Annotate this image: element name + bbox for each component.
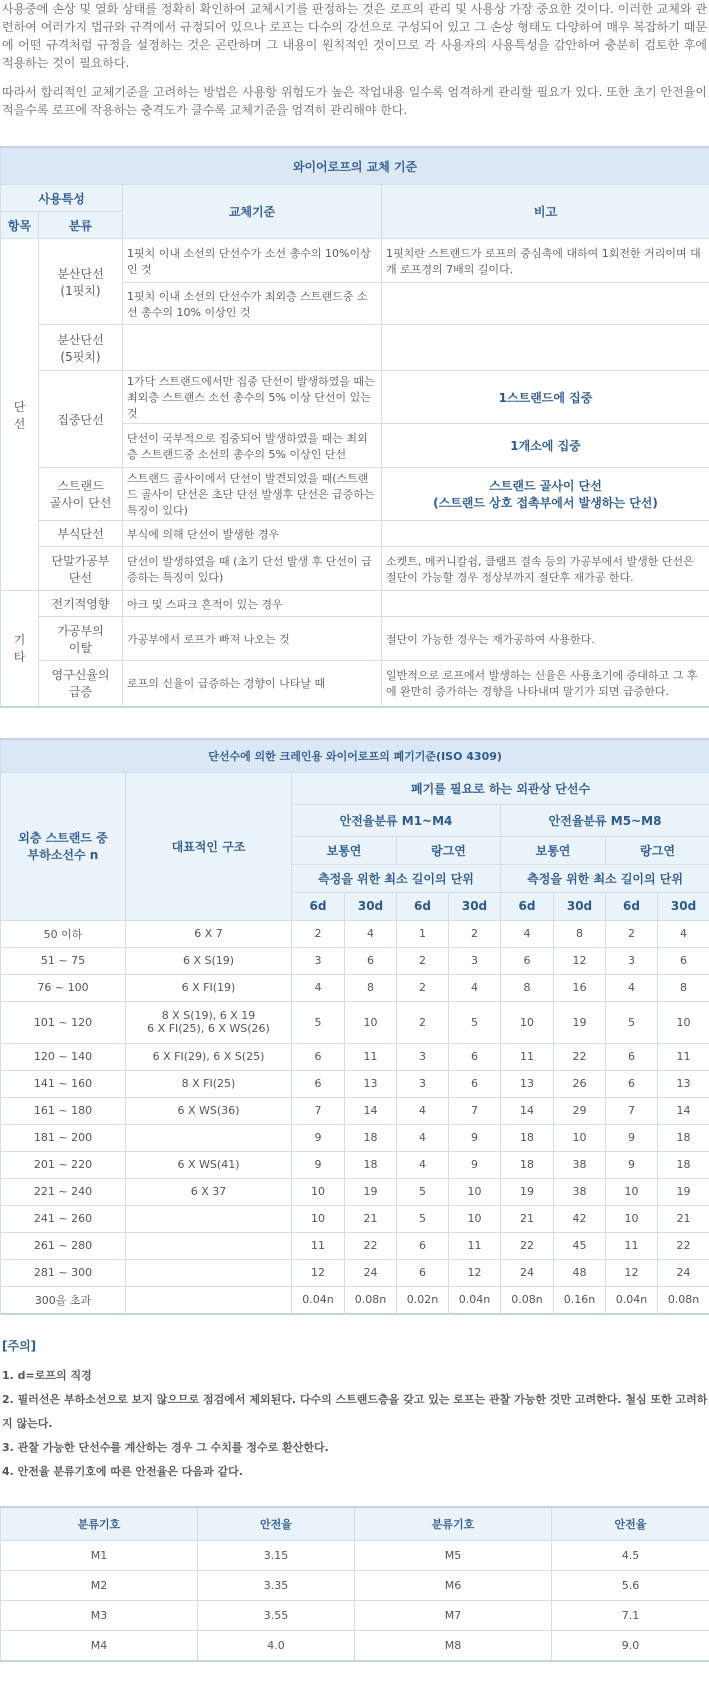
break-count-cell: 6: [292, 1070, 345, 1097]
break-count-cell: 3: [449, 947, 501, 974]
break-count-cell: 19: [658, 1178, 709, 1205]
remarks-cell: [382, 591, 709, 617]
table1-title: 와이어로프의 교체 기준: [1, 147, 709, 185]
class-electric: 전기적영향: [39, 591, 123, 617]
break-count-cell: 21: [501, 1205, 554, 1232]
break-count-cell: 6: [345, 947, 397, 974]
table-row: [1, 974, 709, 1001]
table-row: [1, 920, 709, 947]
break-count-cell: 14: [501, 1097, 554, 1124]
criteria-cell: 부식에 의해 단선이 발생한 경우: [123, 521, 382, 547]
break-count-cell: 22: [501, 1232, 554, 1259]
break-count-cell: 5: [397, 1178, 449, 1205]
table-row: [1, 1097, 709, 1124]
replacement-criteria-table: [0, 146, 709, 708]
table-row: [1, 1151, 709, 1178]
wire-count-cell: 141 ~ 160: [1, 1070, 126, 1097]
structure-cell: [126, 1205, 292, 1232]
break-count-cell: 24: [501, 1259, 554, 1286]
table-row: [1, 1232, 709, 1259]
break-count-cell: 22: [658, 1232, 709, 1259]
header-regular-lay: 보통연: [292, 836, 397, 864]
break-count-cell: 12: [606, 1259, 658, 1286]
break-count-cell: 12: [292, 1259, 345, 1286]
wire-count-cell: 241 ~ 260: [1, 1205, 126, 1232]
criteria-cell: 가공부에서 로프가 빠져 나오는 것: [123, 617, 382, 661]
break-count-cell: 8: [501, 974, 554, 1001]
criteria-cell: 단선이 발생하였을 때 (초기 단선 발생 후 단선이 급증하는 특징이 있다): [123, 547, 382, 591]
class-dispersed-5: 분산단선 (5핏치): [39, 325, 123, 371]
header-item: 항목: [1, 212, 39, 239]
code-cell: M4: [1, 1630, 198, 1661]
break-count-cell: 6: [449, 1043, 501, 1070]
header-6d: 6d: [606, 892, 658, 920]
break-count-cell: 10: [345, 1001, 397, 1043]
structure-cell: [126, 1286, 292, 1314]
break-count-cell: 6: [397, 1259, 449, 1286]
table-row: [1, 1630, 709, 1661]
break-count-cell: 0.08n: [658, 1286, 709, 1314]
break-count-cell: 19: [345, 1178, 397, 1205]
class-terminal: 단말가공부 단선: [39, 547, 123, 591]
header-criteria: 교체기준: [123, 185, 382, 239]
break-count-cell: 22: [345, 1232, 397, 1259]
break-count-cell: 11: [501, 1043, 554, 1070]
break-count-cell: 8: [658, 974, 709, 1001]
structure-cell: [126, 1232, 292, 1259]
structure-cell: 6 X WS(41): [126, 1151, 292, 1178]
break-count-cell: 22: [554, 1043, 606, 1070]
safety-factor-cell: 3.35: [198, 1570, 355, 1600]
break-count-cell: 38: [554, 1178, 606, 1205]
header-code: 분류기호: [1, 1507, 198, 1541]
break-count-cell: 1: [397, 920, 449, 947]
break-count-cell: 2: [397, 947, 449, 974]
header-structure: 대표적인 구조: [126, 772, 292, 920]
break-count-cell: 9: [292, 1151, 345, 1178]
break-count-cell: 6: [397, 1232, 449, 1259]
break-count-cell: 18: [658, 1151, 709, 1178]
wire-count-cell: 161 ~ 180: [1, 1097, 126, 1124]
table-row: [1, 1070, 709, 1097]
break-count-cell: 11: [449, 1232, 501, 1259]
break-count-cell: 5: [292, 1001, 345, 1043]
header-safety-factor: 안전율: [552, 1507, 709, 1541]
break-count-cell: 0.04n: [449, 1286, 501, 1314]
note-1: 1. d=로프의 직경: [2, 1368, 92, 1382]
break-count-cell: 13: [501, 1070, 554, 1097]
code-cell: M7: [355, 1600, 552, 1630]
header-6d: 6d: [292, 892, 345, 920]
break-count-cell: 0.08n: [501, 1286, 554, 1314]
break-count-cell: 6: [658, 947, 709, 974]
structure-cell: 8 X S(19), 6 X 19 6 X FI(25), 6 X WS(26): [126, 1001, 292, 1043]
header-class: 분류: [39, 212, 123, 239]
remarks-cell: 1핏치란 스트랜드가 로프의 중심축에 대하여 1회전한 거리이며 대개 로프경의 7배의 길이다.: [382, 239, 709, 283]
break-count-cell: 13: [658, 1070, 709, 1097]
break-count-cell: 11: [658, 1043, 709, 1070]
header-regular-lay: 보통연: [501, 836, 606, 864]
note-2: 2. 필러선은 부하소선으로 보지 않으므로 점검에서 제외된다. 다수의 스트랜드층을 갖고 있는 로프는 관찰 가능한 것만 고려한다. 철심 또한 고려하지 않는다.: [2, 1392, 708, 1430]
wire-count-cell: 51 ~ 75: [1, 947, 126, 974]
header-visible-breaks: 폐기를 필요로 하는 외관상 단선수: [292, 772, 709, 804]
intro-paragraph-2: 따라서 합리적인 교체기준을 고려하는 방법은 사용항 위험도가 높은 작업내용 일수록 엄격하게 관리할 필요가 있다. 또한 초기 안전율이 적을수록 로프에 작용하는 충격도가 클수록 교체기준을 엄격히 관리해야 한다.: [2, 85, 707, 117]
note-4: 4. 안전율 분류기호에 따른 안전율은 다음과 같다.: [2, 1464, 243, 1478]
table-row: [1, 1043, 709, 1070]
break-count-cell: 10: [449, 1205, 501, 1232]
header-m5-m8: 안전율분류 M5~M8: [501, 804, 709, 836]
break-count-cell: 11: [292, 1232, 345, 1259]
break-count-cell: 6: [449, 1070, 501, 1097]
break-count-cell: 0.04n: [606, 1286, 658, 1314]
structure-cell: 6 X WS(36): [126, 1097, 292, 1124]
break-count-cell: 2: [397, 1001, 449, 1043]
break-count-cell: 42: [554, 1205, 606, 1232]
header-unit: 측정을 위한 최소 길이의 단위: [501, 864, 709, 892]
break-count-cell: 4: [397, 1151, 449, 1178]
break-count-cell: 6: [501, 947, 554, 974]
break-count-cell: 4: [658, 920, 709, 947]
note-3: 3. 관찰 가능한 단선수를 계산하는 경우 그 수치를 정수로 환산한다.: [2, 1440, 329, 1454]
category-break: 단 선: [1, 239, 39, 591]
break-count-cell: 9: [606, 1124, 658, 1151]
class-detach: 가공부의 이탈: [39, 617, 123, 661]
break-count-cell: 2: [606, 920, 658, 947]
break-count-cell: 24: [658, 1259, 709, 1286]
break-count-cell: 9: [606, 1151, 658, 1178]
table-row: [1, 1124, 709, 1151]
criteria-cell: 1가닥 스트랜드에서만 집중 단선이 발생하였을 때는 최외층 스트랜스 소선 총수의 5% 이상 단선이 있는 것: [123, 371, 382, 424]
break-count-cell: 45: [554, 1232, 606, 1259]
break-count-cell: 4: [292, 974, 345, 1001]
header-unit: 측정을 위한 최소 길이의 단위: [292, 864, 501, 892]
remarks-cell: [382, 521, 709, 547]
break-count-cell: 14: [345, 1097, 397, 1124]
notes-section: [0, 1337, 709, 1484]
break-count-cell: 10: [658, 1001, 709, 1043]
remarks-spot: 1개소에 집중: [382, 424, 709, 468]
header-6d: 6d: [501, 892, 554, 920]
criteria-cell: 아크 및 스파크 흔적이 있는 경우: [123, 591, 382, 617]
break-count-cell: 2: [397, 974, 449, 1001]
remarks-valley: 스트랜드 골사이 단선 (스트랜드 상호 접촉부에서 발생하는 단선): [382, 468, 709, 521]
break-count-cell: 2: [292, 920, 345, 947]
break-count-cell: 5: [449, 1001, 501, 1043]
break-count-cell: 9: [449, 1124, 501, 1151]
break-count-cell: 18: [345, 1124, 397, 1151]
criteria-cell: 1핏치 이내 소선의 단선수가 최외층 스트랜드중 소선 총수의 10% 이상인 것: [123, 283, 382, 325]
class-dispersed-1: 분산단선 (1핏치): [39, 239, 123, 325]
structure-cell: 6 X 7: [126, 920, 292, 947]
break-count-cell: 13: [345, 1070, 397, 1097]
break-count-cell: 9: [449, 1151, 501, 1178]
break-count-cell: 3: [397, 1043, 449, 1070]
break-count-cell: 4: [397, 1097, 449, 1124]
break-count-cell: 29: [554, 1097, 606, 1124]
header-6d: 6d: [397, 892, 449, 920]
wire-count-cell: 76 ~ 100: [1, 974, 126, 1001]
header-outer-wires: 외층 스트랜드 중 부하소선수 n: [1, 772, 126, 920]
class-corrosion: 부식단선: [39, 521, 123, 547]
remarks-cell: [382, 283, 709, 325]
break-count-cell: 3: [606, 947, 658, 974]
table2-title: 단선수에 의한 크레인용 와이어로프의 폐기기준(ISO 4309): [1, 739, 709, 773]
code-cell: M8: [355, 1630, 552, 1661]
header-safety-factor: 안전율: [198, 1507, 355, 1541]
safety-factor-cell: 4.0: [198, 1630, 355, 1661]
structure-cell: [126, 1259, 292, 1286]
structure-cell: 6 X 37: [126, 1178, 292, 1205]
safety-factor-cell: 4.5: [552, 1540, 709, 1570]
break-count-cell: 21: [345, 1205, 397, 1232]
wire-count-cell: 120 ~ 140: [1, 1043, 126, 1070]
break-count-cell: 4: [606, 974, 658, 1001]
break-count-cell: 6: [606, 1070, 658, 1097]
break-count-cell: 18: [345, 1151, 397, 1178]
header-lang-lay: 랑그연: [397, 836, 501, 864]
break-count-cell: 10: [606, 1178, 658, 1205]
category-other: 기 타: [1, 591, 39, 707]
table-row: [1, 1540, 709, 1570]
code-cell: M2: [1, 1570, 198, 1600]
break-count-cell: 4: [449, 974, 501, 1001]
table-row: [1, 1259, 709, 1286]
criteria-cell: 로프의 신율이 급증하는 경향이 나타날 때: [123, 661, 382, 707]
criteria-cell: 1핏치 이내 소선의 단선수가 소선 총수의 10%이상인 것: [123, 239, 382, 283]
break-count-cell: 16: [554, 974, 606, 1001]
break-count-cell: 6: [292, 1043, 345, 1070]
break-count-cell: 2: [449, 920, 501, 947]
wire-count-cell: 221 ~ 240: [1, 1178, 126, 1205]
structure-cell: 6 X FI(19): [126, 974, 292, 1001]
break-count-cell: 7: [292, 1097, 345, 1124]
remarks-strand: 1스트랜드에 집중: [382, 371, 709, 424]
table-row: [1, 1570, 709, 1600]
code-cell: M5: [355, 1540, 552, 1570]
header-30d: 30d: [554, 892, 606, 920]
break-count-cell: 19: [554, 1001, 606, 1043]
break-count-cell: 4: [345, 920, 397, 947]
structure-cell: 6 X S(19): [126, 947, 292, 974]
break-count-cell: 10: [449, 1178, 501, 1205]
header-30d: 30d: [449, 892, 501, 920]
break-count-cell: 19: [501, 1178, 554, 1205]
break-count-cell: 11: [345, 1043, 397, 1070]
break-count-cell: 5: [606, 1001, 658, 1043]
wire-count-cell: 50 이하: [1, 920, 126, 947]
structure-cell: 8 X FI(25): [126, 1070, 292, 1097]
break-count-cell: 8: [554, 920, 606, 947]
break-count-cell: 18: [501, 1151, 554, 1178]
break-count-cell: 12: [449, 1259, 501, 1286]
remarks-cell: [382, 325, 709, 371]
break-count-cell: 48: [554, 1259, 606, 1286]
table-row: [1, 1205, 709, 1232]
safety-factor-cell: 9.0: [552, 1630, 709, 1661]
break-count-cell: 21: [658, 1205, 709, 1232]
table-row: [1, 1600, 709, 1630]
table-row: [1, 1286, 709, 1314]
break-count-cell: 0.16n: [554, 1286, 606, 1314]
break-count-cell: 10: [292, 1205, 345, 1232]
code-cell: M1: [1, 1540, 198, 1570]
criteria-cell: [123, 325, 382, 371]
structure-cell: 6 X FI(29), 6 X S(25): [126, 1043, 292, 1070]
break-count-cell: 7: [449, 1097, 501, 1124]
break-count-cell: 7: [606, 1097, 658, 1124]
safety-factor-cell: 3.15: [198, 1540, 355, 1570]
table-row: [1, 1001, 709, 1043]
break-count-cell: 4: [501, 920, 554, 947]
break-count-cell: 6: [606, 1043, 658, 1070]
break-count-cell: 10: [554, 1124, 606, 1151]
code-cell: M6: [355, 1570, 552, 1600]
class-concentrated: 집중단선: [39, 371, 123, 468]
class-valley-break: 스트랜드 골사이 단선: [39, 468, 123, 521]
break-count-cell: 8: [345, 974, 397, 1001]
intro-paragraph-1: 사용중에 손상 및 열화 상태를 정확히 확인하여 교체시기를 판정하는 것은 로프의 관리 및 사용상 가장 중요한 것이다. 이러한 교체와 관련하여 여러가지 법규와 규격에서 규정되어 있으나 로프는 다수의 강선으로 구성되어 있고 그 손상 형태도 다양하여 매우 복잡하기 때문에 어떤 규격처럼 규정을 설정하는 것은 곤란하며 그 내용이 원칙적인 것이므로 각 사용자의 사용특성을 감안하여 충분히 검토한 후에 적용하는 것이 필요하다.: [2, 2, 707, 70]
break-count-cell: 4: [397, 1124, 449, 1151]
break-count-cell: 0.08n: [345, 1286, 397, 1314]
header-lang-lay: 랑그연: [606, 836, 709, 864]
criteria-cell: 단선이 국부적으로 집중되어 발생하였을 때는 최외층 스트랜드중 소선의 총수의 5% 이상인 단선: [123, 424, 382, 468]
wire-count-cell: 281 ~ 300: [1, 1259, 126, 1286]
break-count-cell: 10: [606, 1205, 658, 1232]
remarks-cell: 일반적으로 로프에서 발생하는 신율은 사용초기에 증대하고 그 후에 완만히 증가하는 경향을 나타내며 말기가 되면 급증한다.: [382, 661, 709, 707]
break-count-cell: 10: [501, 1001, 554, 1043]
discard-rows: [1, 920, 709, 1314]
header-30d: 30d: [345, 892, 397, 920]
wire-count-cell: 181 ~ 200: [1, 1124, 126, 1151]
discard-criteria-table: [0, 738, 709, 1315]
header-code: 분류기호: [355, 1507, 552, 1541]
structure-cell: [126, 1124, 292, 1151]
wire-count-cell: 201 ~ 220: [1, 1151, 126, 1178]
break-count-cell: 18: [501, 1124, 554, 1151]
notes-title: [주의]: [2, 1338, 37, 1353]
break-count-cell: 3: [292, 947, 345, 974]
break-count-cell: 3: [397, 1070, 449, 1097]
remarks-cell: 소켓트, 메커니칼쉼, 클램프 결속 등의 가공부에서 발생한 단선은 절단이 가능할 경우 정상부까지 절단후 재가공 한다.: [382, 547, 709, 591]
safety-factor-table: [0, 1506, 709, 1662]
break-count-cell: 24: [345, 1259, 397, 1286]
break-count-cell: 38: [554, 1151, 606, 1178]
break-count-cell: 0.04n: [292, 1286, 345, 1314]
header-usage: 사용특성: [1, 185, 123, 212]
wire-count-cell: 261 ~ 280: [1, 1232, 126, 1259]
break-count-cell: 18: [658, 1124, 709, 1151]
safety-factor-cell: 5.6: [552, 1570, 709, 1600]
break-count-cell: 12: [554, 947, 606, 974]
break-count-cell: 5: [397, 1205, 449, 1232]
safety-factor-cell: 7.1: [552, 1600, 709, 1630]
break-count-cell: 26: [554, 1070, 606, 1097]
break-count-cell: 10: [292, 1178, 345, 1205]
class-elongation: 영구신율의 급증: [39, 661, 123, 707]
code-cell: M3: [1, 1600, 198, 1630]
table-row: [1, 1178, 709, 1205]
break-count-cell: 0.02n: [397, 1286, 449, 1314]
remarks-cell: 절단이 가능한 경우는 재가공하여 사용한다.: [382, 617, 709, 661]
criteria-cell: 스트랜드 골사이에서 단선이 발견되었을 때(스트랜드 골사이 단선은 초단 단선 발생후 단선은 급증하는 특징이 있다): [123, 468, 382, 521]
wire-count-cell: 300을 초과: [1, 1286, 126, 1314]
break-count-cell: 11: [606, 1232, 658, 1259]
header-remarks: 비고: [382, 185, 709, 239]
break-count-cell: 14: [658, 1097, 709, 1124]
table-row: [1, 947, 709, 974]
break-count-cell: 9: [292, 1124, 345, 1151]
header-m1-m4: 안전율분류 M1~M4: [292, 804, 501, 836]
wire-count-cell: 101 ~ 120: [1, 1001, 126, 1043]
safety-factor-cell: 3.55: [198, 1600, 355, 1630]
safety-rows: [1, 1540, 709, 1661]
header-30d: 30d: [658, 892, 709, 920]
